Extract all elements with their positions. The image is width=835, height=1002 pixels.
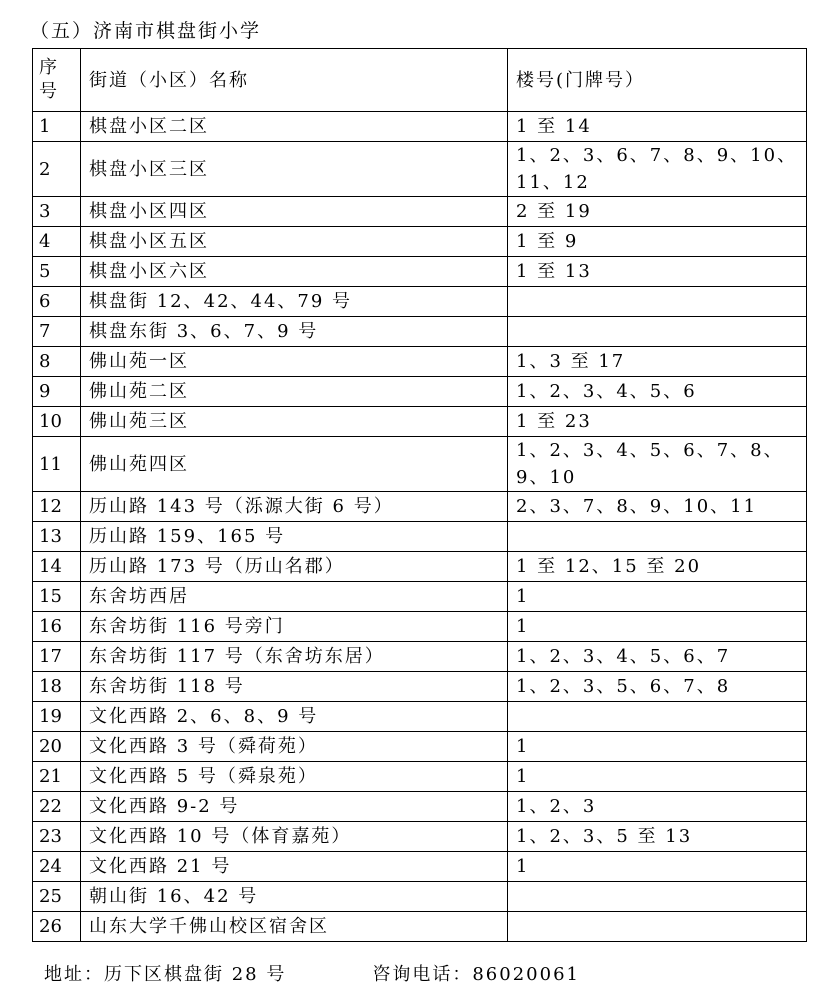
table-row: [33, 492, 807, 522]
header-street: 街道（小区）名称: [81, 49, 508, 112]
row-street: 历山路 173 号（历山名郡）: [81, 552, 508, 582]
table-header-row: [33, 49, 807, 112]
table-row: [33, 317, 807, 347]
header-index-line1: 序: [39, 57, 57, 78]
table-row: [33, 702, 807, 732]
row-building: [508, 287, 807, 317]
row-index: 20: [33, 732, 81, 762]
page-title: （五）济南市棋盘街小学: [30, 20, 262, 42]
table-row: [33, 882, 807, 912]
row-street: 棋盘小区六区: [81, 257, 508, 287]
header-index: [33, 49, 81, 112]
row-building: 1 至 13: [508, 257, 807, 287]
row-street: 棋盘小区二区: [81, 112, 508, 142]
row-index: 10: [33, 407, 81, 437]
row-building: 1: [508, 852, 807, 882]
row-index: 3: [33, 197, 81, 227]
row-street: 山东大学千佛山校区宿舍区: [81, 912, 508, 942]
table-row: [33, 762, 807, 792]
table-row: [33, 347, 807, 377]
row-index: 11: [33, 437, 81, 492]
row-index: 1: [33, 112, 81, 142]
row-street: 佛山苑一区: [81, 347, 508, 377]
table-row: [33, 612, 807, 642]
row-index: 18: [33, 672, 81, 702]
row-index: 23: [33, 822, 81, 852]
row-building: 1、2、3、4、5、6、7、8、9、10: [508, 437, 807, 492]
table-row: [33, 822, 807, 852]
row-building: 1、2、3、6、7、8、9、10、11、12: [508, 142, 807, 197]
row-street: 佛山苑四区: [81, 437, 508, 492]
table-row: [33, 142, 807, 197]
row-building: 1、2、3、5、6、7、8: [508, 672, 807, 702]
table-row: [33, 227, 807, 257]
row-building: 1 至 14: [508, 112, 807, 142]
row-building: [508, 702, 807, 732]
row-index: 4: [33, 227, 81, 257]
row-index: 17: [33, 642, 81, 672]
row-building: 1、3 至 17: [508, 347, 807, 377]
row-building: 1: [508, 612, 807, 642]
row-street: 棋盘小区五区: [81, 227, 508, 257]
row-street: 棋盘小区四区: [81, 197, 508, 227]
row-index: 15: [33, 582, 81, 612]
row-building: [508, 912, 807, 942]
row-index: 6: [33, 287, 81, 317]
row-building: 2、3、7、8、9、10、11: [508, 492, 807, 522]
table-row: [33, 792, 807, 822]
row-index: 24: [33, 852, 81, 882]
table-row: [33, 437, 807, 492]
row-building: [508, 882, 807, 912]
row-index: 12: [33, 492, 81, 522]
row-index: 14: [33, 552, 81, 582]
table-row: [33, 732, 807, 762]
row-building: 1、2、3、4、5、6、7: [508, 642, 807, 672]
school-zone-table: [32, 48, 807, 942]
row-building: 1: [508, 732, 807, 762]
row-street: 东舍坊街 116 号旁门: [81, 612, 508, 642]
footer: [44, 960, 580, 986]
row-street: 东舍坊街 117 号（东舍坊东居）: [81, 642, 508, 672]
table-row: [33, 642, 807, 672]
table-row: [33, 197, 807, 227]
row-index: 5: [33, 257, 81, 287]
row-street: 棋盘小区三区: [81, 142, 508, 197]
row-street: 东舍坊街 118 号: [81, 672, 508, 702]
row-street: 历山路 159、165 号: [81, 522, 508, 552]
row-street: 朝山街 16、42 号: [81, 882, 508, 912]
row-index: 9: [33, 377, 81, 407]
row-street: 文化西路 2、6、8、9 号: [81, 702, 508, 732]
row-building: 1、2、3、4、5、6: [508, 377, 807, 407]
row-building: 1: [508, 582, 807, 612]
row-street: 文化西路 21 号: [81, 852, 508, 882]
footer-address: 地址：历下区棋盘街 28 号: [44, 964, 287, 985]
row-index: 26: [33, 912, 81, 942]
row-index: 22: [33, 792, 81, 822]
row-building: 2 至 19: [508, 197, 807, 227]
row-index: 19: [33, 702, 81, 732]
row-building: [508, 317, 807, 347]
row-street: 佛山苑三区: [81, 407, 508, 437]
row-index: 7: [33, 317, 81, 347]
table-row: [33, 377, 807, 407]
row-index: 25: [33, 882, 81, 912]
row-street: 东舍坊西居: [81, 582, 508, 612]
table-row: [33, 552, 807, 582]
row-index: 2: [33, 142, 81, 197]
row-building: 1 至 9: [508, 227, 807, 257]
row-street: 文化西路 10 号（体育嘉苑）: [81, 822, 508, 852]
row-index: 8: [33, 347, 81, 377]
row-building: 1 至 12、15 至 20: [508, 552, 807, 582]
table-row: [33, 582, 807, 612]
row-building: [508, 522, 807, 552]
table-row: [33, 672, 807, 702]
row-street: 棋盘街 12、42、44、79 号: [81, 287, 508, 317]
row-street: 文化西路 5 号（舜泉苑）: [81, 762, 508, 792]
table-row: [33, 287, 807, 317]
row-index: 21: [33, 762, 81, 792]
row-building: 1、2、3: [508, 792, 807, 822]
row-street: 文化西路 3 号（舜荷苑）: [81, 732, 508, 762]
table-row: [33, 912, 807, 942]
row-building: 1、2、3、5 至 13: [508, 822, 807, 852]
table-row: [33, 257, 807, 287]
row-building: 1 至 23: [508, 407, 807, 437]
header-index-line2: 号: [39, 81, 57, 102]
row-street: 棋盘东街 3、6、7、9 号: [81, 317, 508, 347]
table-row: [33, 522, 807, 552]
row-index: 13: [33, 522, 81, 552]
row-index: 16: [33, 612, 81, 642]
footer-phone: 咨询电话：86020061: [372, 964, 580, 985]
table-row: [33, 112, 807, 142]
header-building: 楼号(门牌号）: [508, 49, 807, 112]
table-row: [33, 852, 807, 882]
row-street: 文化西路 9-2 号: [81, 792, 508, 822]
row-building: 1: [508, 762, 807, 792]
table-row: [33, 407, 807, 437]
row-street: 历山路 143 号（泺源大街 6 号）: [81, 492, 508, 522]
row-street: 佛山苑二区: [81, 377, 508, 407]
